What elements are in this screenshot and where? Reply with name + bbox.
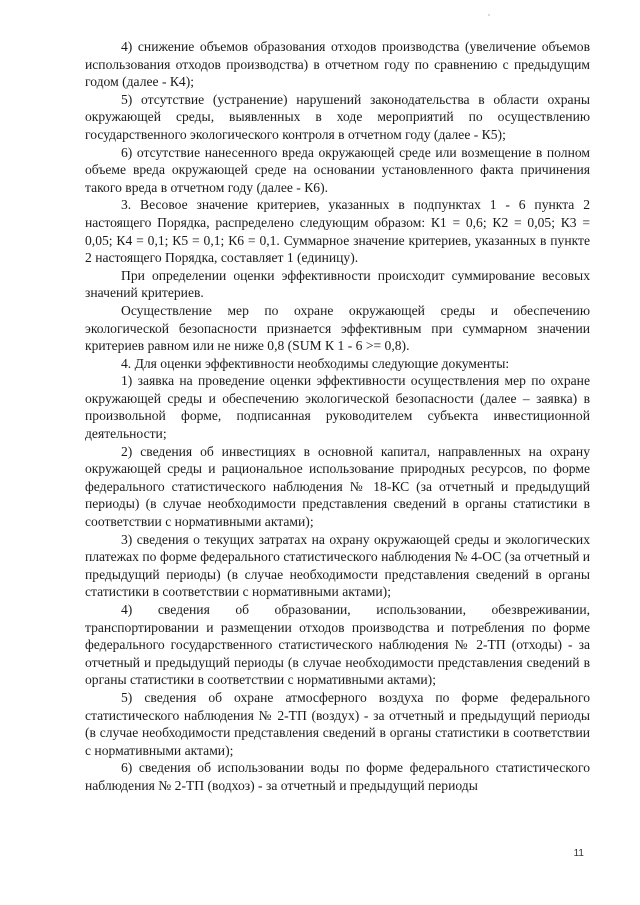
paragraph-document-1: 1) заявка на проведение оценки эффективности осуществления мер по охране окружающей среды и обеспечению экологической безопасности (далее – заявка) в произвольной форме, подписанная руководителем субъекта инвестиционной деятельности; <box>85 373 590 442</box>
paragraph-summation: При определении оценки эффективности происходит суммирование весовых значений критериев. <box>85 267 590 301</box>
paragraph-criterion-k6: 6) отсутствие нанесенного вреда окружающей среде или возмещение в полном объеме вреда окружающей среде на основании установленного факта причинения такого вреда в отчетном году (далее - К6). <box>85 144 590 195</box>
paragraph-document-3: 3) сведения о текущих затратах на охрану окружающей среды и экологических платежах по форме федерального статистического наблюдения № 4-ОС (за отчетный и предыдущий периоды) (в случае необходимости представления сведений в органы статистики в соответствии с нормативными актами); <box>85 531 590 600</box>
document-body <box>85 38 590 795</box>
paragraph-criterion-k5: 5) отсутствие (устранение) нарушений законодательства в области охраны окружающей среды, выявленных в ходе мероприятий по осуществлению государственного экологического контроля в отчетном году (далее - К5); <box>85 91 590 142</box>
paragraph-document-6: 6) сведения об использовании воды по форме федерального статистического наблюдения № 2-ТП (водхоз) - за отчетный и предыдущий периоды <box>85 760 590 793</box>
scan-artifact <box>488 14 490 16</box>
paragraph-document-5: 5) сведения об охране атмосферного воздуха по форме федерального статистического наблюдения № 2-ТП (воздух) - за отчетный и предыдущий периоды (в случае необходимости представления сведений в органы статистики в соответствии с нормативными актами); <box>85 689 590 758</box>
paragraph-effectiveness-threshold: Осуществление мер по охране окружающей среды и обеспечению экологической безопасности признается эффективным при суммарном значении критериев равном или не ниже 0,8 (SUM К 1 - 6 >= 0,8). <box>85 302 590 354</box>
page-number: 11 <box>573 848 584 859</box>
paragraph-document-2: 2) сведения об инвестициях в основной капитал, направленных на охрану окружающей среды и рациональное использование природных ресурсов, по форме федерального статистического наблюдения № 18-КС (за отчетный и предыдущий периоды) (в случае необходимости представления сведений в органы статистики в соответствии с нормативными актами); <box>85 443 590 530</box>
paragraph-documents-heading: 4. Для оценки эффективности необходимы следующие документы: <box>121 355 510 371</box>
paragraph-criterion-k4: 4) снижение объемов образования отходов производства (увеличение объемов использования отходов производства) в отчетном году по сравнению с предыдущим годом (далее - К4); <box>85 39 590 90</box>
paragraph-weights: 3. Весовое значение критериев, указанных в подпунктах 1 - 6 пункта 2 настоящего Порядка, распределено следующим образом: К1 = 0,6; К2 = 0,05; К3 = 0,05; К4 = 0,1; К5 = 0,1; К6 = 0,1. Суммарное значение критериев, указанных в пункте 2 настоящего Порядка, составляет 1 (единицу). <box>85 197 590 266</box>
paragraph-document-4: 4) сведения об образовании, использовании, обезвреживании, транспортировании и размещении отходов производства и потребления по форме федерального государственного статистического наблюдения № 2-ТП (отходы) - за отчетный и предыдущий периоды (в случае необходимости представления сведений в органы статистики в соответствии с нормативными актами); <box>85 602 590 688</box>
